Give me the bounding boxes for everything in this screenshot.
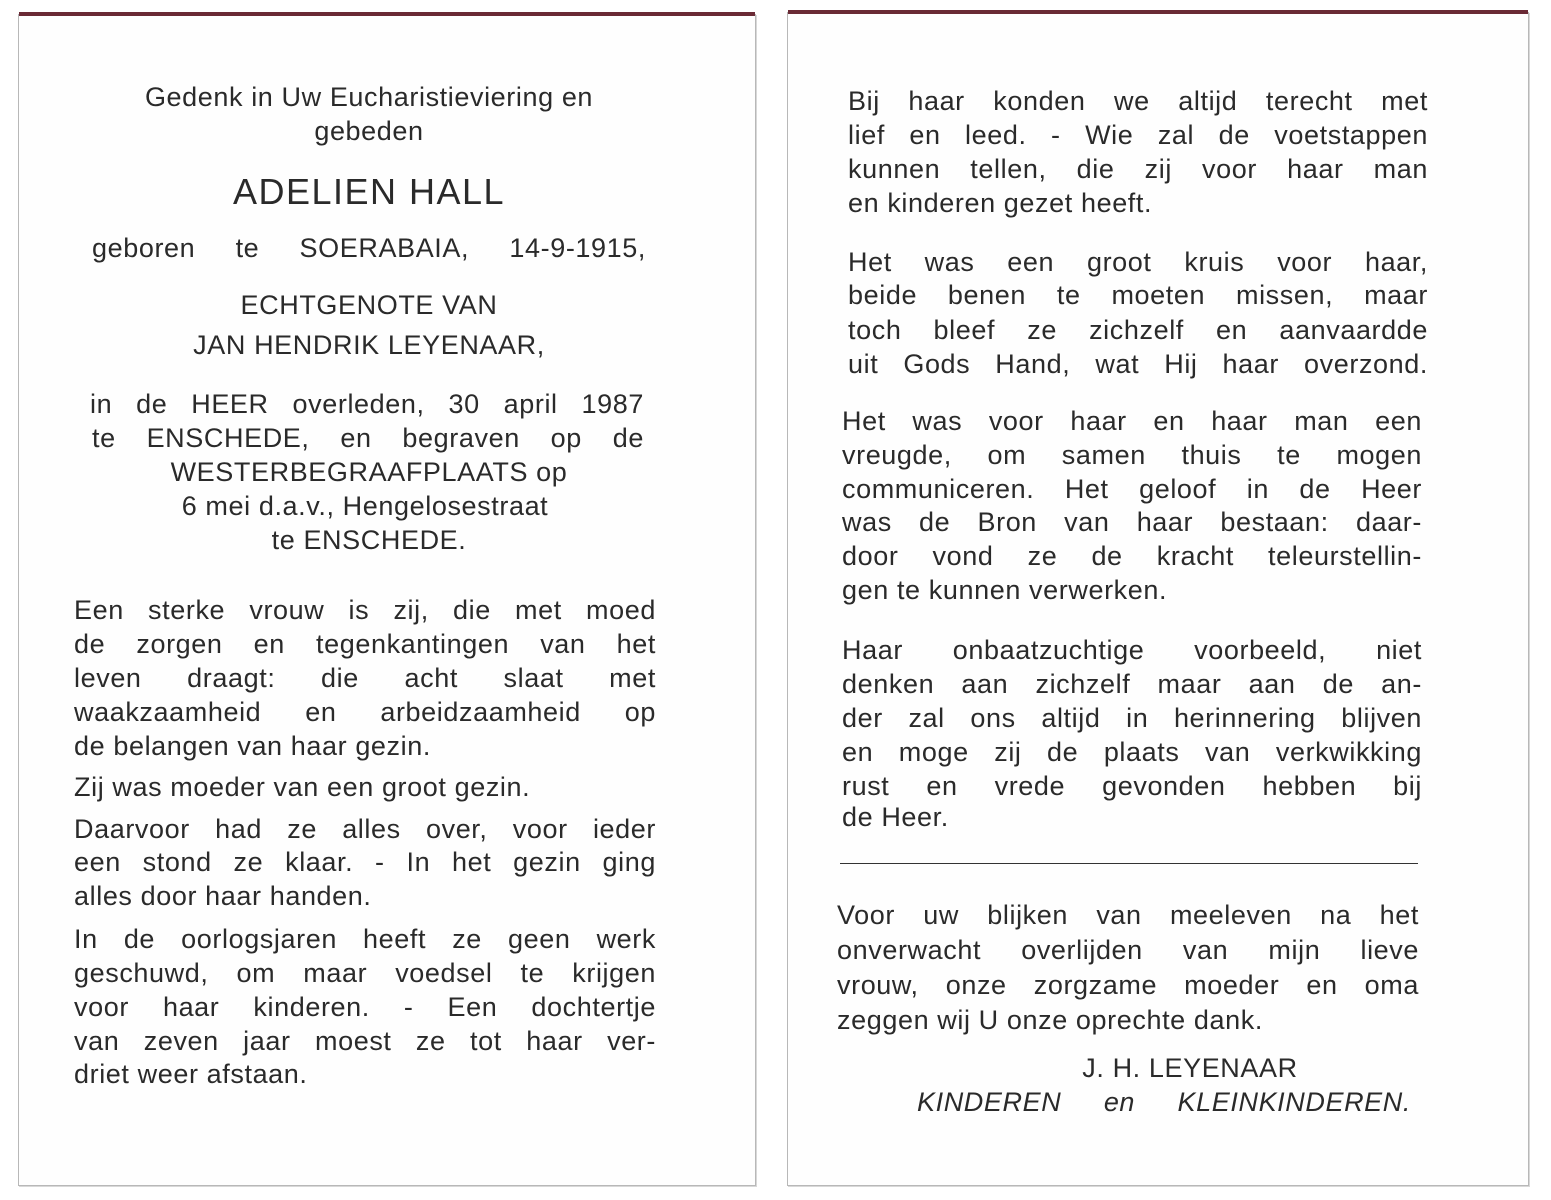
signature-name: J. H. LEYENAAR [1082,1053,1298,1083]
body-line: geschuwd, om maar voedsel te krijgen [74,958,656,988]
body-line: leven draagt: die acht slaat met [74,663,656,693]
body-line: door vond ze de kracht teleurstellin- [842,541,1422,571]
body-line: Het was voor haar en haar man een [842,406,1422,436]
thanks-line: onverwacht overlijden van mijn lieve [837,935,1419,965]
thanks-line: vrouw, onze zorgzame moeder en oma [837,970,1419,1000]
body-line: de zorgen en tegenkantingen van het [74,629,656,659]
body-line: kunnen tellen, die zij voor haar man [848,154,1428,184]
header-line: gebeden [314,116,424,146]
body-line: toch bleef ze zichzelf en aanvaardde [848,315,1428,345]
body-line: en moge zij de plaats van verkwikking [842,737,1422,767]
body-line: communiceren. Het geloof in de Heer [842,474,1422,504]
body-line: denken aan zichzelf maar aan de an- [842,669,1422,699]
body-line: gen te kunnen verwerken. [842,575,1168,605]
body-line: en kinderen gezet heeft. [848,188,1153,218]
body-line: de belangen van haar gezin. [74,731,431,761]
body-line: Het was een groot kruis voor haar, [848,247,1428,277]
body-line: van zeven jaar moest ze tot haar ver- [74,1026,656,1056]
thanks-line: Voor uw blijken van meeleven na het [837,900,1419,930]
body-line: der zal ons altijd in herinnering blijven [842,703,1422,733]
header-line: in de HEER overleden, 30 april 1987 [90,389,644,419]
thanks-line: zeggen wij U onze oprechte dank. [837,1005,1263,1035]
body-line: lief en leed. - Wie zal de voetstappen [848,120,1428,150]
header-line: te ENSCHEDE, en begraven op de [92,423,644,453]
header-line: ECHTGENOTE VAN [240,290,498,320]
body-line: waakzaamheid en arbeidzaamheid op [74,697,656,727]
body-line: beide benen te moeten missen, maar [848,280,1428,310]
header-line: te ENSCHEDE. [271,525,467,555]
body-line: driet weer afstaan. [74,1059,308,1089]
body-line: alles door haar handen. [74,881,372,911]
body-line: Daarvoor had ze alles over, voor ieder [74,814,656,844]
deceased-name: ADELIEN HALL [232,171,506,212]
card-top-edge [788,10,1528,14]
header-line: WESTERBEGRAAFPLAATS op [170,457,568,487]
header-line: 6 mei d.a.v., Hengelosestraat [181,491,549,521]
body-line: Een sterke vrouw is zij, die met moed [74,595,656,625]
body-line: vreugde, om samen thuis te mogen [842,440,1422,470]
header-line: Gedenk in Uw Eucharistieviering en [144,82,594,112]
body-line: was de Bron van haar bestaan: daar- [842,507,1422,537]
divider-line [840,863,1418,864]
signature-family: KINDEREN en KLEINKINDEREN. [917,1087,1411,1117]
body-line: rust en vrede gevonden hebben bij [842,771,1422,801]
card-top-edge [19,12,755,16]
body-line: Bij haar konden we altijd terecht met [848,86,1428,116]
body-line: de Heer. [842,802,949,832]
body-line: voor haar kinderen. - Een dochtertje [74,992,656,1022]
body-line: uit Gods Hand, wat Hij haar overzond. [848,349,1428,379]
body-line: Haar onbaatzuchtige voorbeeld, niet [842,635,1422,665]
body-line: In de oorlogsjaren heeft ze geen werk [74,924,656,954]
body-line: Zij was moeder van een groot gezin. [74,772,531,802]
header-line: JAN HENDRIK LEYENAAR, [193,330,545,360]
body-line: een stond ze klaar. - In het gezin ging [74,847,656,877]
header-line: geboren te SOERABAIA, 14-9-1915, [92,233,646,263]
